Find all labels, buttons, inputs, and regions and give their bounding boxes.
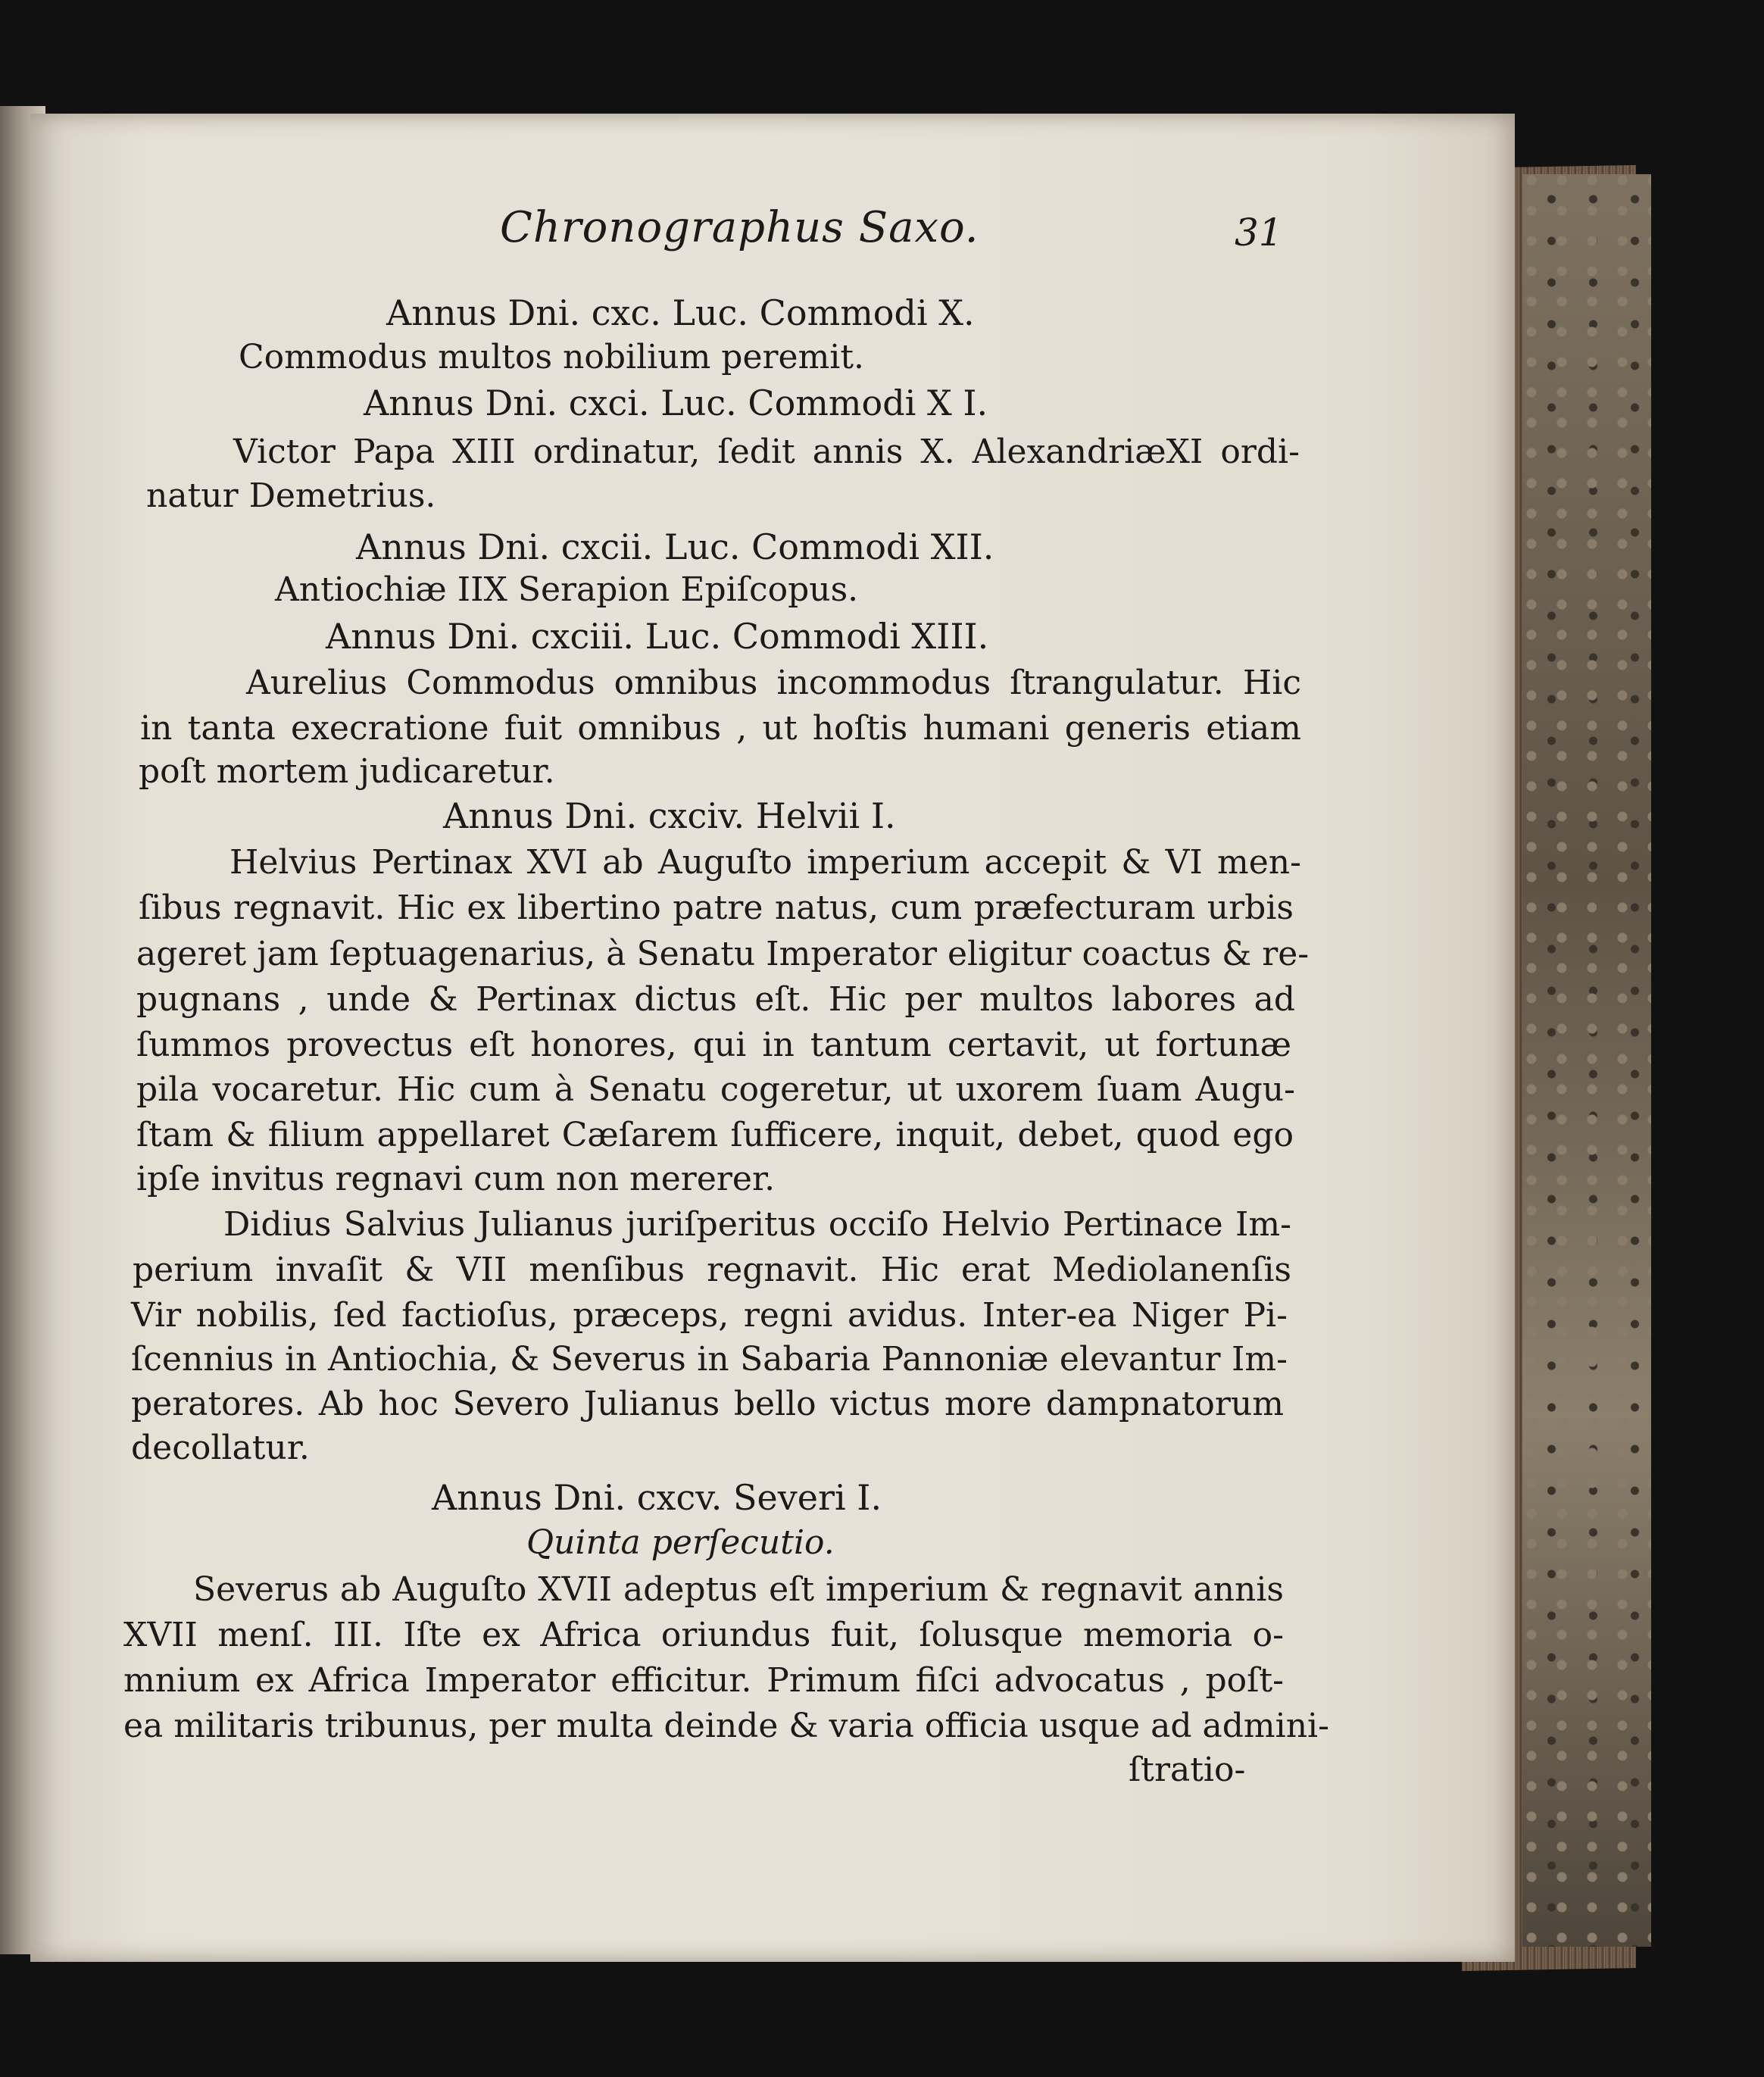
text-line: Victor Papa XIII ordinatur, ſedit annis X. AlexandriæXI ordi- (233, 433, 1300, 471)
text-line: XVII menſ. III. Iſte ex Africa oriundus fuit, ſolusque memoria o- (123, 1616, 1284, 1654)
text-line: ſtam & filium appellaret Cæſarem ſufficere, inquit, debet, quod ego (136, 1116, 1294, 1154)
text-line: in tanta execratione fuit omnibus , ut hoſtis humani generis etiam (140, 709, 1301, 748)
text-line: Commodus multos nobilium peremit. (239, 338, 865, 376)
text-line: decollatur. (131, 1429, 310, 1467)
text-line: ea militaris tribunus, per multa deinde & varia officia usque ad admini- (123, 1707, 1329, 1745)
text-line: Aurelius Commodus omnibus incommodus ſtrangulatur. Hic (246, 664, 1301, 702)
year-heading: Annus Dni. cxciii. Luc. Commodi XIII. (326, 616, 989, 657)
catchword: ſtratio- (1129, 1751, 1246, 1789)
text-line: poſt mortem judicaretur. (139, 752, 555, 791)
text-line: Vir nobilis, ſed factioſus, præceps, regni avidus. Inter-ea Niger Pi- (131, 1296, 1288, 1335)
text-line: Didius Salvius Julianus juriſperitus occiſo Helvio Pertinace Im- (223, 1205, 1291, 1244)
text-line: ſibus regnavit. Hic ex libertino patre natus, cum præfecturam urbis (139, 889, 1294, 927)
text-line: ſcennius in Antiochia, & Severus in Sabaria Pannoniæ elevantur Im- (131, 1340, 1288, 1379)
year-heading: Annus Dni. cxciv. Helvii I. (443, 795, 896, 836)
text-line: Severus ab Auguſto XVII adeptus eſt imperium & regnavit annis (193, 1570, 1284, 1609)
text-line: ſummos provectus eſt honores, qui in tantum certavit, ut fortunæ (136, 1026, 1291, 1064)
year-heading: Annus Dni. cxc. Luc. Commodi X. (386, 292, 975, 333)
text-line: Helvius Pertinax XVI ab Auguſto imperium accepit & VI men- (229, 843, 1301, 882)
book-cover-board (1522, 174, 1651, 1947)
text-line: perium invaſit & VII menſibus regnavit. Hic erat Mediolanenſis (133, 1251, 1291, 1289)
text-line: natur Demetrius. (146, 476, 436, 515)
text-line: ipſe invitus regnavi cum non mererer. (136, 1160, 776, 1198)
year-heading: Annus Dni. cxcv. Severi I. (432, 1477, 882, 1518)
text-line: ageret jam ſeptuagenarius, à Senatu Imperator eligitur coactus & re- (136, 935, 1310, 973)
text-line: pugnans , unde & Pertinax dictus eſt. Hic per multos labores ad (136, 980, 1295, 1019)
text-line: peratores. Ab hoc Severo Julianus bello victus more dampnatorum (131, 1385, 1284, 1423)
text-line: mnium ex Africa Imperator efficitur. Primum fiſci advocatus , poſt- (123, 1661, 1284, 1700)
page-number: 31 (1235, 211, 1283, 255)
section-heading: Quinta perſecutio. (526, 1523, 835, 1562)
year-heading: Annus Dni. cxci. Luc. Commodi X I. (364, 383, 988, 423)
year-heading: Annus Dni. cxcii. Luc. Commodi XII. (356, 526, 994, 567)
book-page (30, 114, 1515, 1962)
running-title: Chronographus Saxo. (500, 203, 979, 252)
text-line: pila vocaretur. Hic cum à Senatu cogeretur, ut uxorem ſuam Augu- (136, 1070, 1295, 1109)
text-line: Antiochiæ IIX Serapion Epiſcopus. (275, 570, 859, 609)
